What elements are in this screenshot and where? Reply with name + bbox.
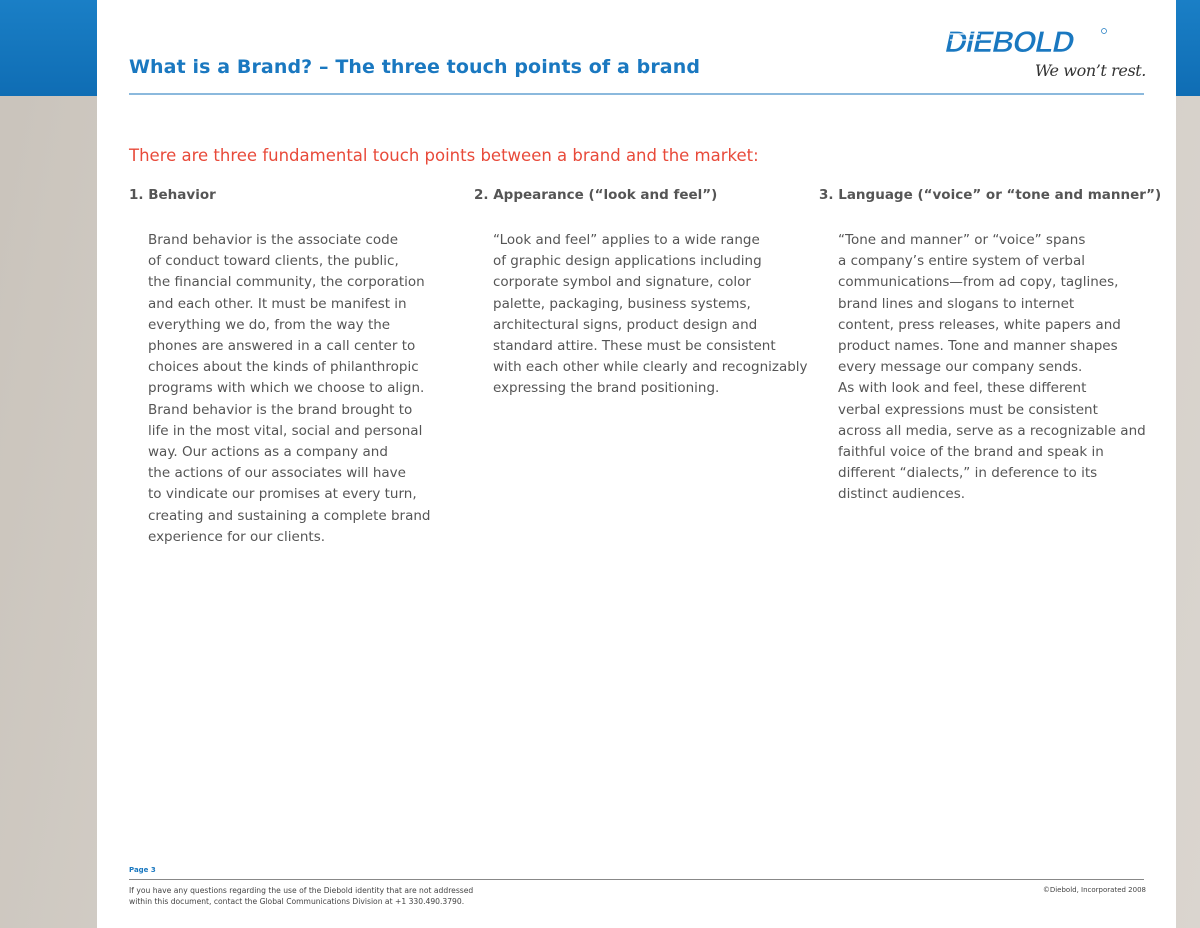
page-number: Page 3: [129, 866, 156, 874]
body-line: the financial community, the corporation: [148, 274, 425, 291]
body-line: As with look and feel, these different: [838, 380, 1087, 397]
brand-tagline: We won’t rest.: [1034, 61, 1146, 80]
footer-line: If you have any questions regarding the use of the Diebold identity that are not addressed: [129, 886, 474, 895]
body-line: every message our company sends.: [838, 359, 1083, 376]
body-line: communications—from ad copy, taglines,: [838, 274, 1119, 291]
body-line: of graphic design applications including: [493, 253, 762, 270]
body-line: content, press releases, white papers and: [838, 316, 1121, 333]
body-line: way. Our actions as a company and: [148, 444, 388, 461]
body-line: faithful voice of the brand and speak in: [838, 444, 1104, 461]
column-language: [819, 187, 1162, 506]
footer-contact-note: [129, 886, 473, 907]
body-line: choices about the kinds of philanthropic: [148, 359, 419, 376]
body-line: expressing the brand positioning.: [493, 380, 720, 397]
body-line: “Look and feel” applies to a wide range: [493, 232, 760, 248]
body-line: Brand behavior is the associate code: [148, 232, 399, 248]
header-band-left: [0, 0, 97, 96]
column-heading: 1. Behavior: [129, 187, 216, 203]
body-line: Brand behavior is the brand brought to: [148, 401, 413, 418]
logo-wordmark: DIEBOLD: [942, 26, 1078, 59]
body-line: across all media, serve as a recognizable and: [838, 422, 1146, 439]
header-divider: [129, 93, 1144, 95]
body-line: palette, packaging, business systems,: [493, 295, 751, 312]
body-line: creating and sustaining a complete brand: [148, 507, 431, 524]
body-line: distinct audiences.: [838, 486, 966, 503]
body-line: verbal expressions must be consistent: [838, 401, 1098, 418]
copyright-notice: ©Diebold, Incorporated 2008: [1042, 886, 1146, 894]
body-line: product names. Tone and manner shapes: [838, 338, 1118, 355]
column-body: [129, 230, 459, 548]
body-line: life in the most vital, social and personal: [148, 422, 423, 439]
column-appearance: [474, 187, 808, 400]
column-body: [474, 230, 808, 400]
body-line: everything we do, from the way the: [148, 316, 391, 333]
column-heading: 2. Appearance (“look and feel”): [474, 187, 718, 203]
body-line: to vindicate our promises at every turn,: [148, 486, 417, 503]
body-line: standard attire. These must be consistent: [493, 338, 776, 355]
header-band-right: [1176, 0, 1200, 96]
body-line: experience for our clients.: [148, 528, 326, 545]
document-page: [97, 0, 1176, 928]
diebold-logo: [940, 22, 1110, 62]
body-line: different “dialects,” in deference to its: [838, 465, 1098, 482]
footer-divider: [129, 879, 1144, 880]
body-line: the actions of our associates will have: [148, 465, 406, 482]
body-line: with each other while clearly and recognizably: [493, 359, 808, 376]
body-line: a company’s entire system of verbal: [838, 253, 1085, 270]
column-body: [819, 230, 1159, 506]
body-line: “Tone and manner” or “voice” spans: [838, 232, 1086, 248]
section-subtitle: There are three fundamental touch points between a brand and the market:: [129, 146, 759, 165]
body-line: brand lines and slogans to internet: [838, 295, 1075, 312]
body-line: of conduct toward clients, the public,: [148, 253, 399, 270]
page-title: What is a Brand? – The three touch points of a brand: [129, 56, 701, 78]
column-heading: 3. Language (“voice” or “tone and manner”): [819, 187, 1162, 203]
footer-line: within this document, contact the Global Communications Division at +1 330.490.3790.: [129, 896, 465, 906]
body-line: programs with which we choose to align.: [148, 380, 425, 397]
body-line: and each other. It must be manifest in: [148, 295, 407, 312]
column-behavior: [129, 187, 459, 548]
body-line: corporate symbol and signature, color: [493, 274, 751, 291]
body-line: phones are answered in a call center to: [148, 338, 416, 355]
body-line: architectural signs, product design and: [493, 316, 758, 333]
